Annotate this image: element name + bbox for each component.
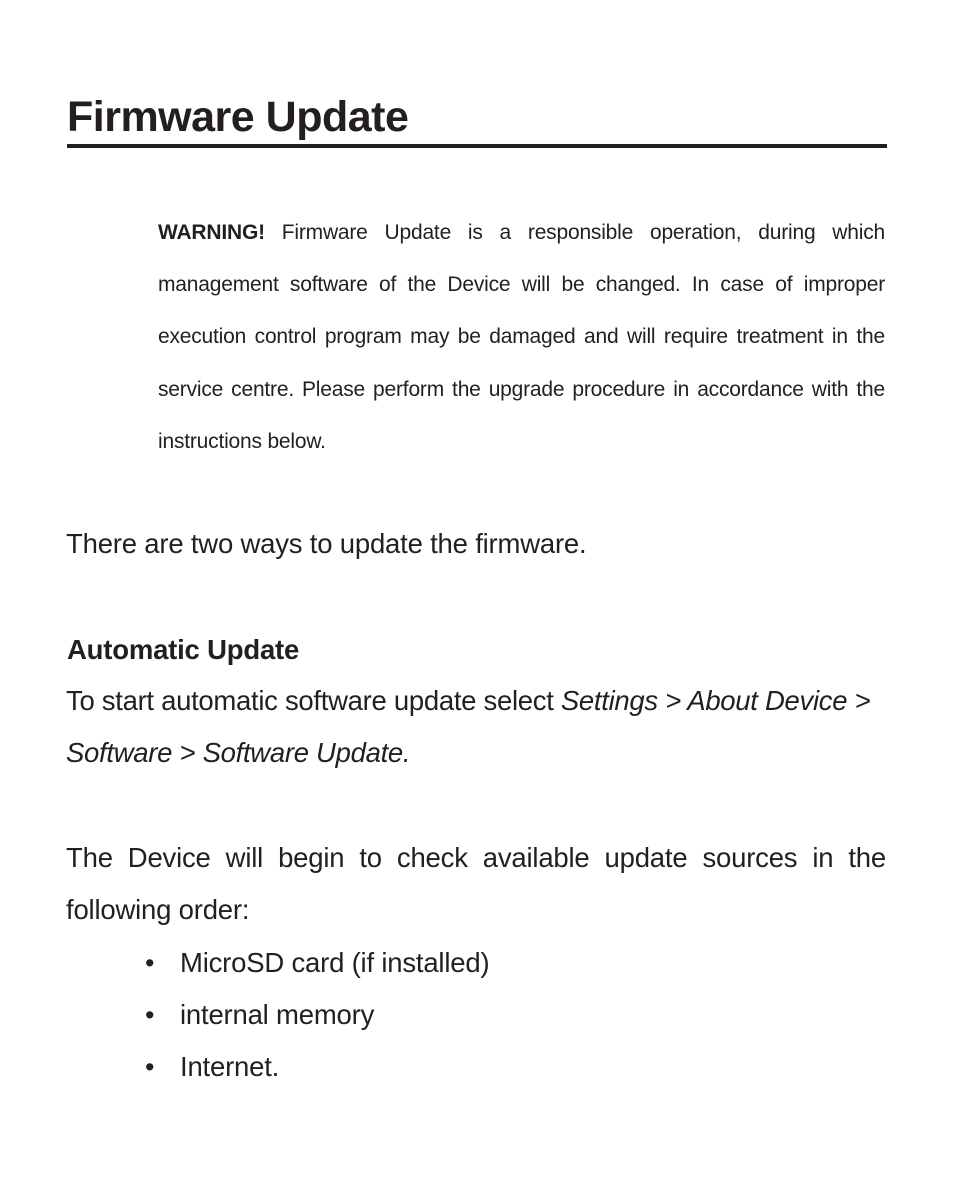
update-sources-list <box>145 937 489 1093</box>
update-order-paragraph: The Device will begin to check available update sources in the following order: <box>66 842 886 925</box>
bullet-icon: • <box>145 1000 155 1030</box>
source-label: MicroSD card (if installed) <box>180 947 490 978</box>
warning-paragraph <box>158 207 885 468</box>
bullet-icon: • <box>145 1052 155 1082</box>
settings-menu-path: Settings > About Device > Software > Software Update. <box>66 685 871 768</box>
bullet-icon: • <box>145 948 155 978</box>
page-title: Firmware Update <box>67 93 409 141</box>
automatic-update-text: To start automatic software update select <box>66 685 554 716</box>
source-label: internal memory <box>180 999 375 1030</box>
warning-text: Firmware Update is a responsible operation, during which management software of the Device will be changed. In case of improper execution control program may be damaged and will require treatment in the service centre. Please perform the upgrade procedure in accordance with the instructions below. <box>158 221 885 453</box>
source-label: Internet. <box>180 1051 280 1082</box>
warning-label: WARNING! <box>158 221 265 244</box>
automatic-update-paragraph <box>66 675 886 779</box>
automatic-update-heading: Automatic Update <box>67 634 300 665</box>
list-item <box>145 937 489 989</box>
list-item <box>145 1041 489 1093</box>
title-underline <box>67 144 887 148</box>
list-item <box>145 989 489 1041</box>
intro-paragraph: There are two ways to update the firmware. <box>66 528 587 559</box>
